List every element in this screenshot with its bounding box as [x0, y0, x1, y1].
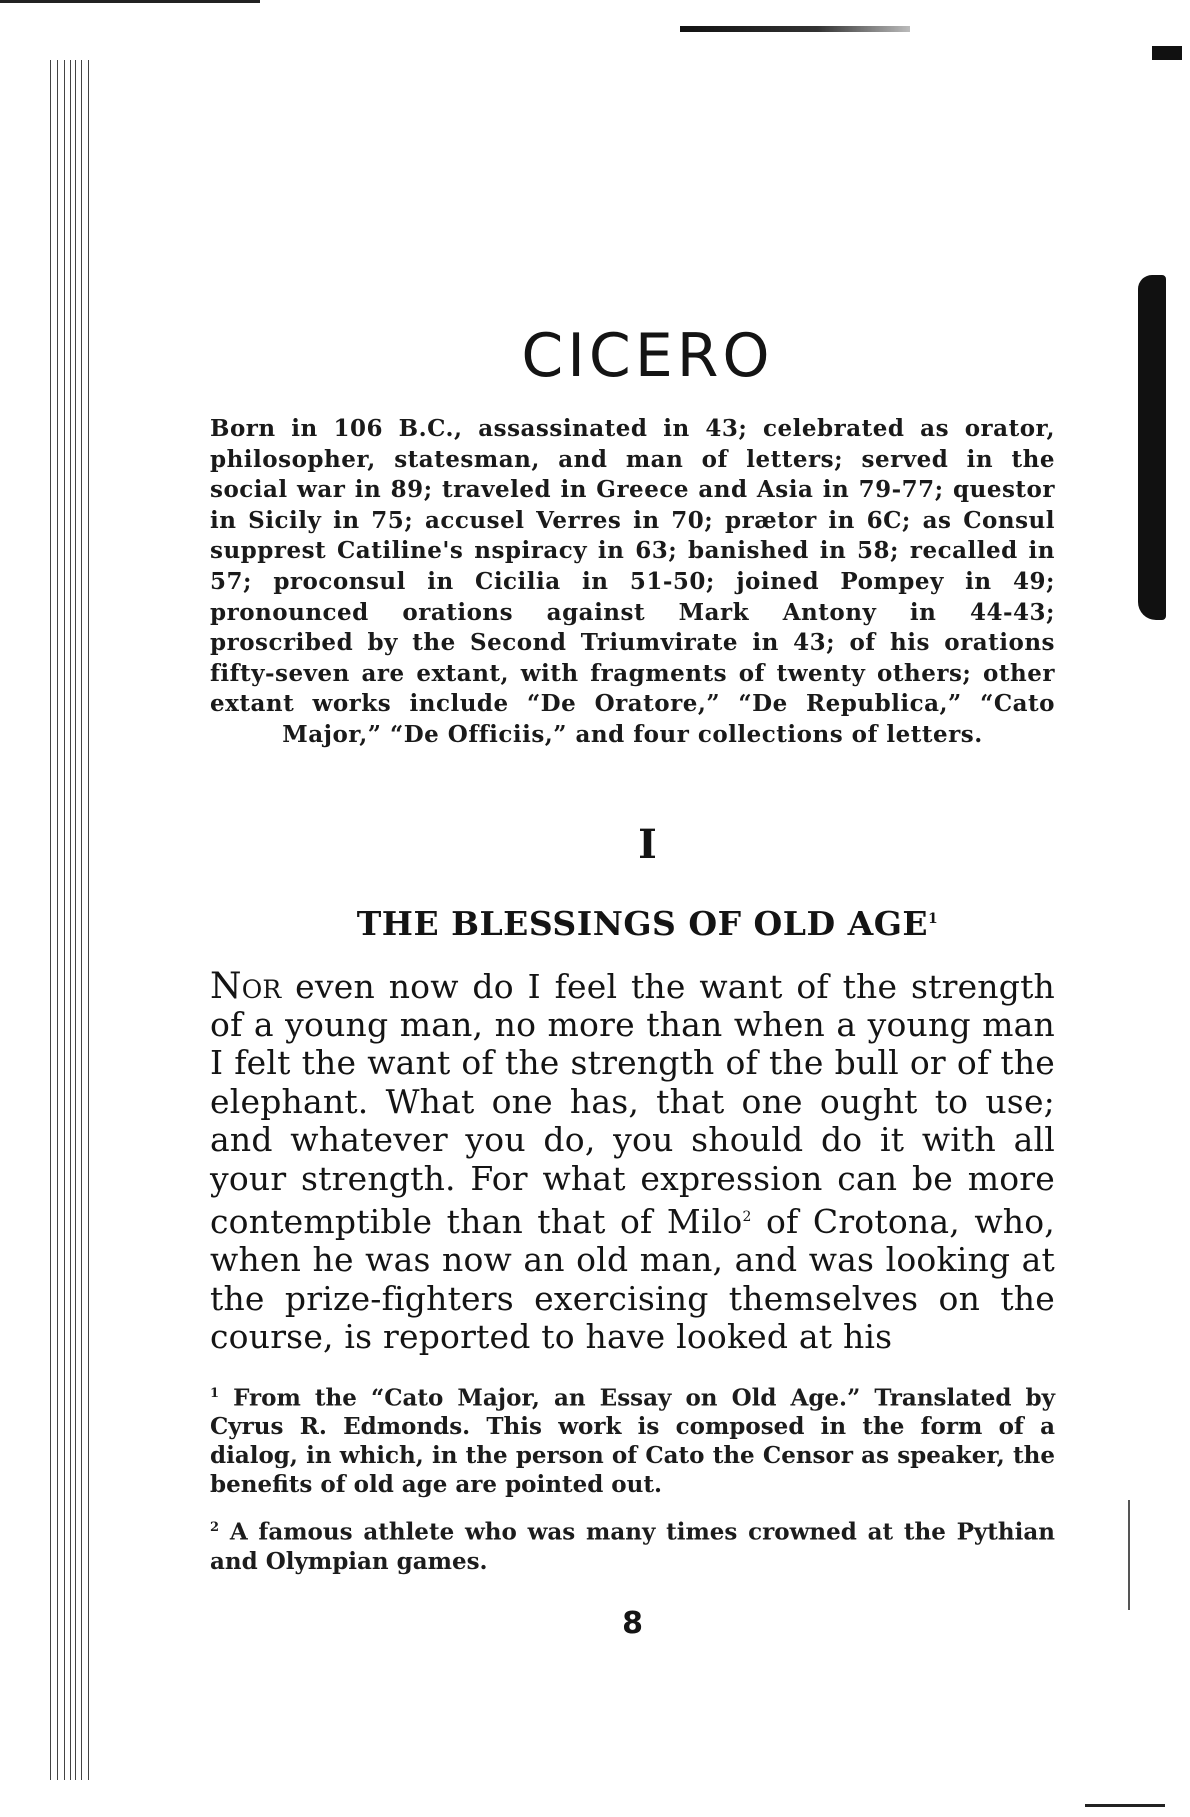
scan-edge-mark — [1152, 46, 1182, 60]
page-content — [210, 320, 1055, 1641]
author-title: CICERO — [521, 321, 774, 391]
footnote-2-text: A famous athlete who was many times crowned at the Pythian and Olympian games. — [210, 1518, 1055, 1575]
author-biography: Born in 106 B.C., assassinated in 43; celebrated as orator, philosopher, statesman, and man of letters; served in the social war in 89; traveled in Greece and Asia in 79-77; questor in Sicily in 75; accusel Verres in 70; prætor in 6C; as Consul supprest Catiline's nspiracy in 63; banished in 58; recalled in 57; proconsul in Cicilia in 51-50; joined Pompey in 49; pronounced orations against Mark Antony in 44-43; proscribed by the Second Triumvirate in 43; of his orations fifty-seven are extant, with fragments of twenty others; other extant works include “De Oratore,” “De Republica,” “Cato Major,” “De Officiis,” and four collections of letters. — [210, 415, 1055, 748]
section-heading-text: THE BLESSINGS OF OLD AGE — [356, 903, 929, 943]
scan-top-rule — [0, 0, 260, 3]
section-heading — [225, 899, 1070, 944]
scan-edge-shadow — [1138, 275, 1166, 620]
footnotes — [210, 1379, 1055, 1576]
body-text-part1: even now do I feel the want of the strength of a young man, no more than when a young man I felt the want of the strength of the bull or of the elephant. What one has, that one ought to use; and whatever you do, you should do it with all your strength. For what expression can be more contemptible than that of Milo — [210, 966, 1055, 1241]
scan-edge-line — [1128, 1500, 1130, 1610]
page-number: 8 — [622, 1605, 643, 1641]
footnote-1 — [210, 1379, 1055, 1500]
binding-spine — [48, 60, 94, 1780]
drop-word: Nor — [210, 965, 282, 1007]
heading-footnote-mark: 1 — [928, 910, 939, 927]
scan-top-mark — [680, 26, 910, 32]
body-paragraph — [210, 965, 1055, 1357]
scan-corner-mark — [1085, 1804, 1165, 1807]
footnote-1-text: From the “Cato Major, an Essay on Old Age.” Translated by Cyrus R. Edmonds. This work is composed in the form of a dialog, in which, in the person of Cato the Censor as speaker, the benefits of old age are pointed out. — [210, 1384, 1055, 1499]
body-text-part2: of Crotona, who, when he was now an old man, and was looking at the prize-fighters exercising themselves on the course, is reported to have looked at his — [210, 1201, 1055, 1357]
section-numeral: I — [638, 820, 657, 868]
footnote-2 — [210, 1513, 1055, 1576]
footnote-1-mark: 1 — [210, 1385, 220, 1401]
footnote-2-mark: 2 — [210, 1520, 220, 1536]
body-footnote-mark: 2 — [742, 1208, 752, 1225]
